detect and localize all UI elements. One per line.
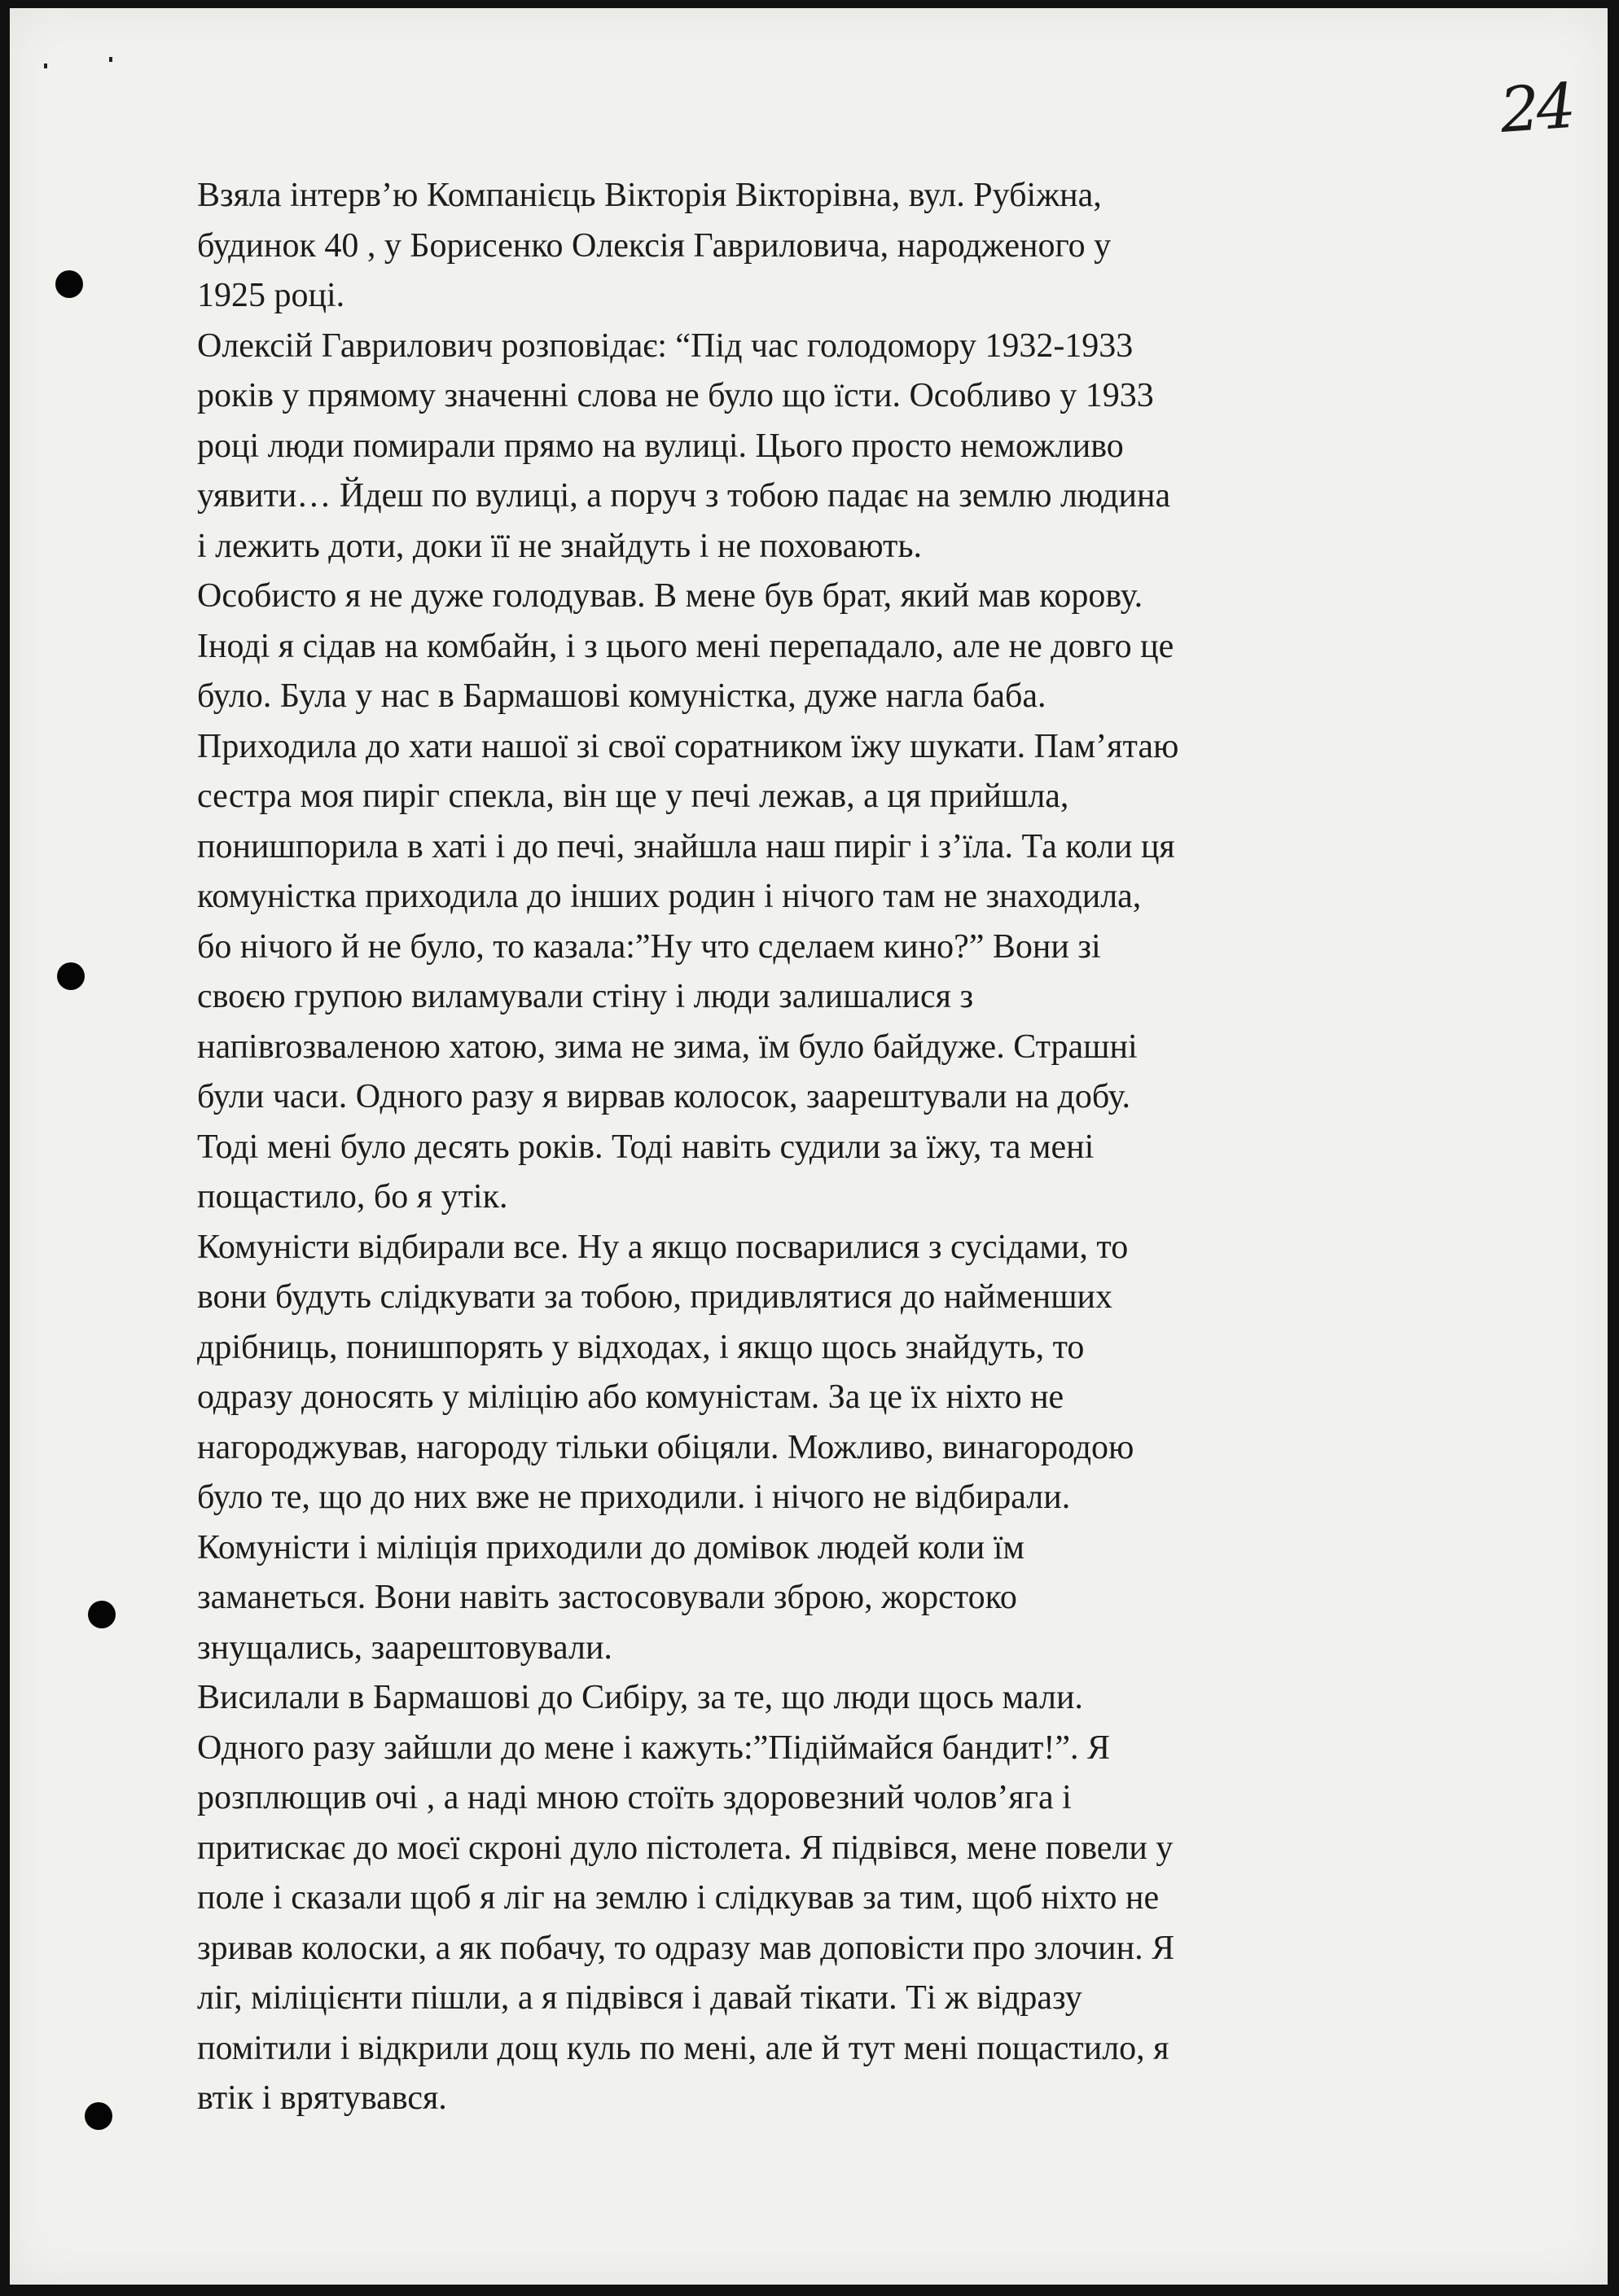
text-line: були часи. Одного разу я вирвав колосок, заарештували на добу. <box>197 1078 1130 1115</box>
text-line: Особисто я не дуже голодував. В мене був брат, який мав корову. <box>197 577 1143 615</box>
text-line: Тоді мені було десять років. Тоді навіть судили за їжу, та мені <box>197 1128 1095 1166</box>
punch-hole <box>55 270 83 298</box>
text-line: було. Була у нас в Бармашові комуністка, дуже нагла баба. <box>197 677 1046 715</box>
text-line: своєю групою виламували стіну і люди залишалися з <box>197 978 974 1015</box>
text-line: Висилали в Бармашові до Сибіру, за те, що люди щось мали. <box>197 1679 1083 1716</box>
text-line: напівrозваленою хатою, зима не зима, їм було байдуже. Страшні <box>197 1028 1138 1066</box>
text-line: бо нічого й не було, то казала:”Ну что сделаем кино?” Вони зі <box>197 927 1101 966</box>
text-line: Іноді я сідав на комбайн, і з цього мені перепадало, але не довго це <box>197 627 1174 665</box>
text-line: одразу доносять у міліцію або комуністам. За це їх ніхто не <box>197 1378 1064 1416</box>
text-line: поле і сказали щоб я ліг на землю і слідкував за тим, щоб ніхто не <box>197 1879 1160 1917</box>
text-line: років у прямому значенні слова не було що їсти. Особливо у 1933 <box>197 377 1154 414</box>
text-line: дрібниць, понишпорять у відходах, і якщо щось знайдуть, то <box>197 1328 1085 1366</box>
text-line: 1925 році. <box>197 277 345 314</box>
text-line: втік і врятувався. <box>197 2079 447 2117</box>
text-line: сестра моя пиріг спекла, він ще у печі лежав, а ця прийшла, <box>197 778 1069 815</box>
text-line: Взяла інтерв’ю Компанієць Вікторія Вікторівна, вул. Рубіжна, <box>197 177 1102 214</box>
text-line: Комуністи відбирали все. Ну а якщо посварилися з сусідами, то <box>197 1228 1129 1266</box>
text-line: і лежить доти, доки її не знайдуть і не поховають. <box>197 527 923 565</box>
document-page <box>10 8 1608 2285</box>
text-line: понишпорила в хаті і до печі, знайшла наш пиріг і з’їла. Та коли ця <box>197 827 1175 865</box>
speck-mark <box>109 57 112 62</box>
text-line: Приходила до хати нашої зі свої соратником їжу шукати. Пам’ятаю <box>197 727 1179 765</box>
text-line: розплющив очі , а наді мною стоїть здоровезний чолов’яга і <box>197 1779 1072 1816</box>
text-line: вони будуть слідкувати за тобою, придивлятися до найменших <box>197 1278 1113 1316</box>
text-line: ліг, міліцієнти пішли, а я підвівся і давай тікати. Ті ж відразу <box>197 1979 1082 2017</box>
text-line: Олексій Гаврилович розповідає: “Під час голодомору 1932-1933 <box>197 326 1134 365</box>
text-line: знущались, заарештовували. <box>197 1628 612 1667</box>
text-line: помітили і відкрили дощ куль по мені, але й тут мені пощастило, я <box>197 2029 1169 2067</box>
text-line: році люди помирали прямо на вулиці. Цього просто неможливо <box>197 427 1124 465</box>
text-line: нагороджував, нагороду тільки обіцяли. Можливо, винагородою <box>197 1428 1134 1466</box>
interview-text <box>197 171 1468 2124</box>
page-number: 24 <box>1498 69 1575 147</box>
text-line: уявити… Йдеш по вулиці, а поруч з тобою падає на землю людина <box>197 477 1171 515</box>
text-line: зривав колоски, а як побачу, то одразу мав доповісти про злочин. Я <box>197 1929 1175 1967</box>
text-line: було те, що до них вже не приходили. і нічого не відбирали. <box>197 1479 1071 1516</box>
punch-hole <box>57 962 85 990</box>
punch-hole <box>85 2102 112 2130</box>
punch-hole <box>88 1601 116 1628</box>
text-line: будинок 40 , у Борисенко Олексія Гавриловича, народженого у <box>197 226 1112 265</box>
text-line: комуністка приходила до інших родин і нічого там не знаходила, <box>197 878 1142 915</box>
text-line: Комуністи і міліція приходили до домівок людей коли їм <box>197 1528 1024 1566</box>
text-line: Одного разу зайшли до мене і кажуть:”Підіймайся бандит!”. Я <box>197 1729 1110 1767</box>
text-line: заманеться. Вони навіть застосовували зброю, жорстоко <box>197 1579 1017 1616</box>
text-line: пощастило, бо я утік. <box>197 1178 508 1216</box>
text-line: притискає до моєї скроні дуло пістолета. Я підвівся, мене повели у <box>197 1829 1174 1867</box>
speck-mark <box>44 64 47 68</box>
